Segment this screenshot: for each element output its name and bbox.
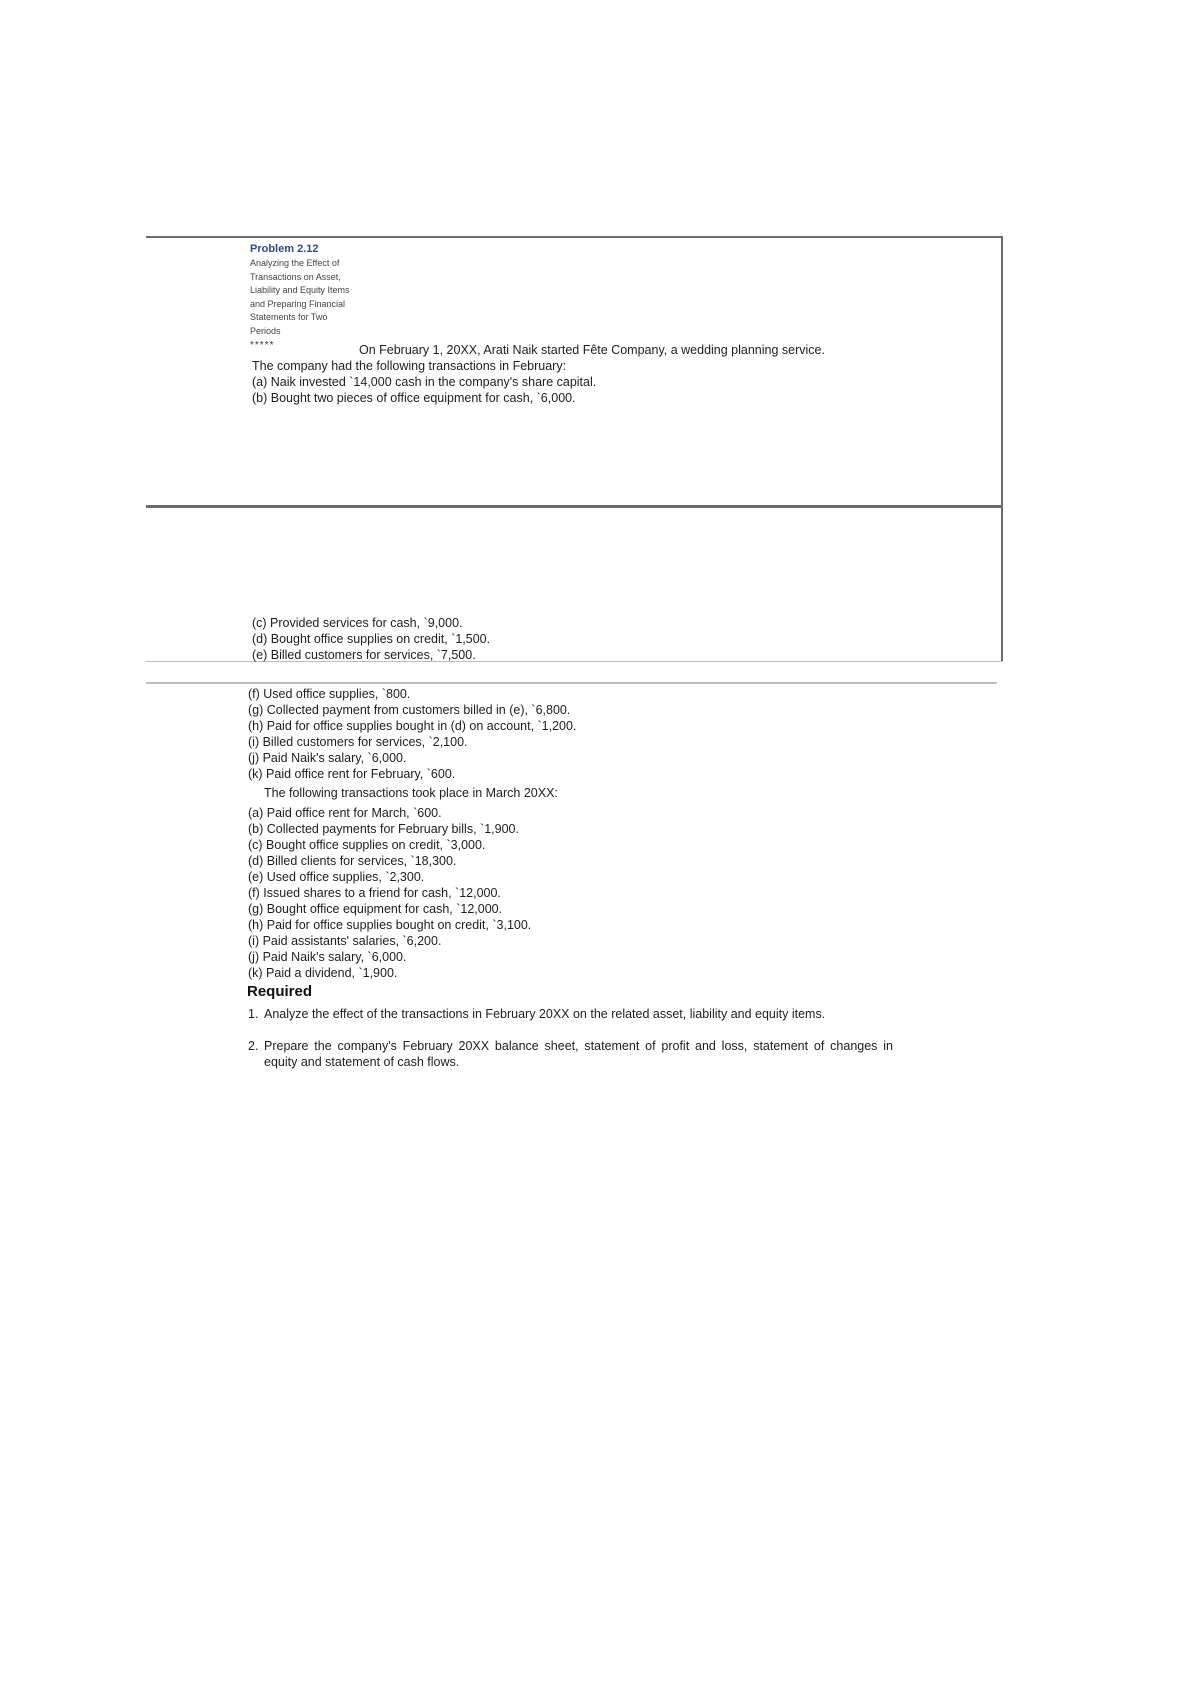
required-item-text: Analyze the effect of the transactions in February 20XX on the related asset, liability and equity items. <box>264 1007 826 1021</box>
march-transaction: (i) Paid assistants' salaries, `6,200. <box>248 934 442 948</box>
march-transaction: (j) Paid Naik's salary, `6,000. <box>248 950 407 964</box>
february-transaction: (h) Paid for office supplies bought in (d) on account, `1,200. <box>248 719 577 733</box>
frame-divider <box>146 682 997 684</box>
february-transaction: (b) Bought two pieces of office equipment for cash, `6,000. <box>252 391 576 405</box>
february-transaction: (a) Naik invested `14,000 cash in the company's share capital. <box>252 375 597 389</box>
required-item <box>248 1038 893 1070</box>
march-transaction: (h) Paid for office supplies bought on credit, `3,100. <box>248 918 532 932</box>
march-transaction: (d) Billed clients for services, `18,300. <box>248 854 457 868</box>
february-transaction: (j) Paid Naik's salary, `6,000. <box>248 751 407 765</box>
problem-intro-line2: The company had the following transactions in February: <box>252 359 567 373</box>
february-transaction: (e) Billed customers for services, `7,500. <box>252 648 476 662</box>
problem-title: Problem 2.12 <box>250 243 319 255</box>
difficulty-rating: ***** <box>250 340 275 351</box>
march-transaction: (k) Paid a dividend, `1,900. <box>248 966 398 980</box>
march-transaction: (a) Paid office rent for March, `600. <box>248 806 442 820</box>
required-item-text: Prepare the company's February 20XX balance sheet, statement of profit and loss, statement of changes in equity and statement of cash flows. <box>264 1039 893 1069</box>
march-transaction: (c) Bought office supplies on credit, `3,000. <box>248 838 486 852</box>
required-item-number: 1. <box>248 1007 259 1021</box>
february-transaction: (f) Used office supplies, `800. <box>248 687 411 701</box>
february-transaction: (i) Billed customers for services, `2,100. <box>248 735 468 749</box>
february-transaction: (d) Bought office supplies on credit, `1,500. <box>252 632 491 646</box>
march-transaction: (g) Bought office equipment for cash, `12,000. <box>248 902 503 916</box>
march-transaction: (f) Issued shares to a friend for cash, `12,000. <box>248 886 501 900</box>
required-heading: Required <box>247 983 313 1000</box>
march-transaction: (b) Collected payments for February bills, `1,900. <box>248 822 519 836</box>
march-transaction: (e) Used office supplies, `2,300. <box>248 870 425 884</box>
february-transaction: (g) Collected payment from customers billed in (e), `6,800. <box>248 703 571 717</box>
problem-subtitle: Analyzing the Effect of Transactions on Asset, Liability and Equity Items and Preparing Financial Statements for Two Periods <box>250 258 350 336</box>
february-transaction: (k) Paid office rent for February, `600. <box>248 767 456 781</box>
required-item <box>248 1006 893 1022</box>
february-transaction: (c) Provided services for cash, `9,000. <box>252 616 463 630</box>
problem-intro: On February 1, 20XX, Arati Naik started Fête Company, a wedding planning service. <box>359 343 825 357</box>
march-heading: The following transactions took place in March 20XX: <box>264 786 558 800</box>
required-item-number: 2. <box>248 1039 259 1053</box>
